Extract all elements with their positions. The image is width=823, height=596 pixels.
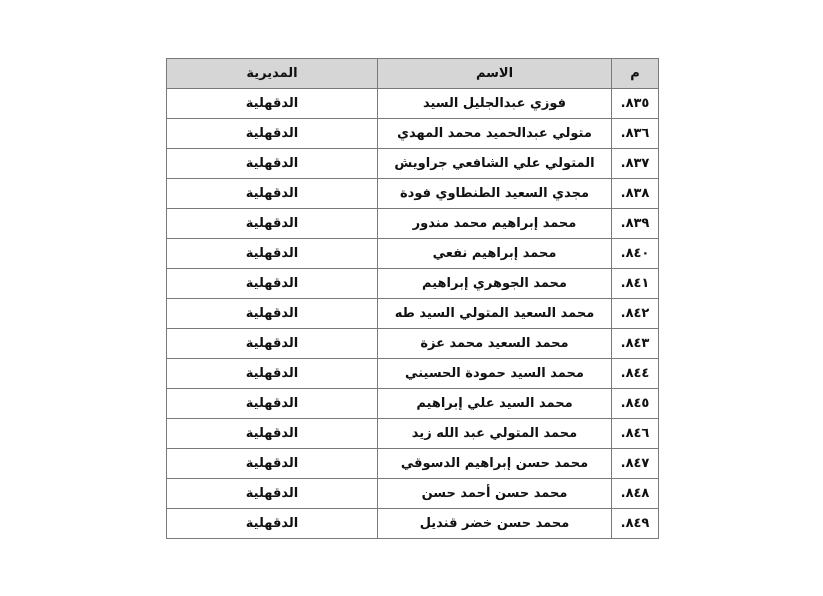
row-name: متولي عبدالحميد محمد المهدي (378, 119, 612, 149)
row-directorate: الدقهلية (167, 239, 378, 269)
row-number: ٨٤٧. (612, 449, 659, 479)
table-row (167, 299, 659, 329)
table-row (167, 179, 659, 209)
header-number: م (612, 59, 659, 89)
table-row (167, 149, 659, 179)
row-number: ٨٤٢. (612, 299, 659, 329)
table-row (167, 509, 659, 539)
row-name: محمد السيد حمودة الحسيني (378, 359, 612, 389)
row-directorate: الدقهلية (167, 149, 378, 179)
table-row (167, 119, 659, 149)
row-directorate: الدقهلية (167, 449, 378, 479)
table-row (167, 359, 659, 389)
header-row (167, 59, 659, 89)
row-number: ٨٤٥. (612, 389, 659, 419)
row-directorate: الدقهلية (167, 89, 378, 119)
row-directorate: الدقهلية (167, 119, 378, 149)
table-row (167, 419, 659, 449)
table-row (167, 389, 659, 419)
row-directorate: الدقهلية (167, 209, 378, 239)
row-number: ٨٣٧. (612, 149, 659, 179)
row-name: فوزي عبدالجليل السيد (378, 89, 612, 119)
row-number: ٨٤٨. (612, 479, 659, 509)
row-name: محمد السعيد محمد عزة (378, 329, 612, 359)
table-row (167, 449, 659, 479)
row-number: ٨٤٩. (612, 509, 659, 539)
row-name: محمد حسن أحمد حسن (378, 479, 612, 509)
row-number: ٨٣٩. (612, 209, 659, 239)
row-name: محمد حسن خضر قنديل (378, 509, 612, 539)
table-row (167, 329, 659, 359)
row-directorate: الدقهلية (167, 179, 378, 209)
row-name: مجدي السعيد الطنطاوي فودة (378, 179, 612, 209)
table-header (167, 59, 659, 89)
table-row (167, 209, 659, 239)
row-name: محمد إبراهيم محمد مندور (378, 209, 612, 239)
row-directorate: الدقهلية (167, 299, 378, 329)
row-name: المتولي علي الشافعي جراويش (378, 149, 612, 179)
row-directorate: الدقهلية (167, 389, 378, 419)
row-directorate: الدقهلية (167, 419, 378, 449)
row-number: ٨٤٣. (612, 329, 659, 359)
names-table (166, 58, 659, 539)
row-directorate: الدقهلية (167, 269, 378, 299)
row-name: محمد السيد علي إبراهيم (378, 389, 612, 419)
header-directorate: المديرية (167, 59, 378, 89)
row-name: محمد الجوهري إبراهيم (378, 269, 612, 299)
row-name: محمد السعيد المتولي السيد طه (378, 299, 612, 329)
row-directorate: الدقهلية (167, 329, 378, 359)
row-number: ٨٤١. (612, 269, 659, 299)
row-name: محمد حسن إبراهيم الدسوقي (378, 449, 612, 479)
row-directorate: الدقهلية (167, 359, 378, 389)
row-number: ٨٤٠. (612, 239, 659, 269)
table-row (167, 89, 659, 119)
table-row (167, 269, 659, 299)
row-directorate: الدقهلية (167, 479, 378, 509)
row-number: ٨٣٦. (612, 119, 659, 149)
table-body (167, 89, 659, 539)
table-row (167, 479, 659, 509)
row-number: ٨٣٨. (612, 179, 659, 209)
table-row (167, 239, 659, 269)
row-number: ٨٤٦. (612, 419, 659, 449)
header-name: الاسم (378, 59, 612, 89)
row-number: ٨٣٥. (612, 89, 659, 119)
row-directorate: الدقهلية (167, 509, 378, 539)
row-number: ٨٤٤. (612, 359, 659, 389)
row-name: محمد المتولي عبد الله زيد (378, 419, 612, 449)
row-name: محمد إبراهيم نفعي (378, 239, 612, 269)
